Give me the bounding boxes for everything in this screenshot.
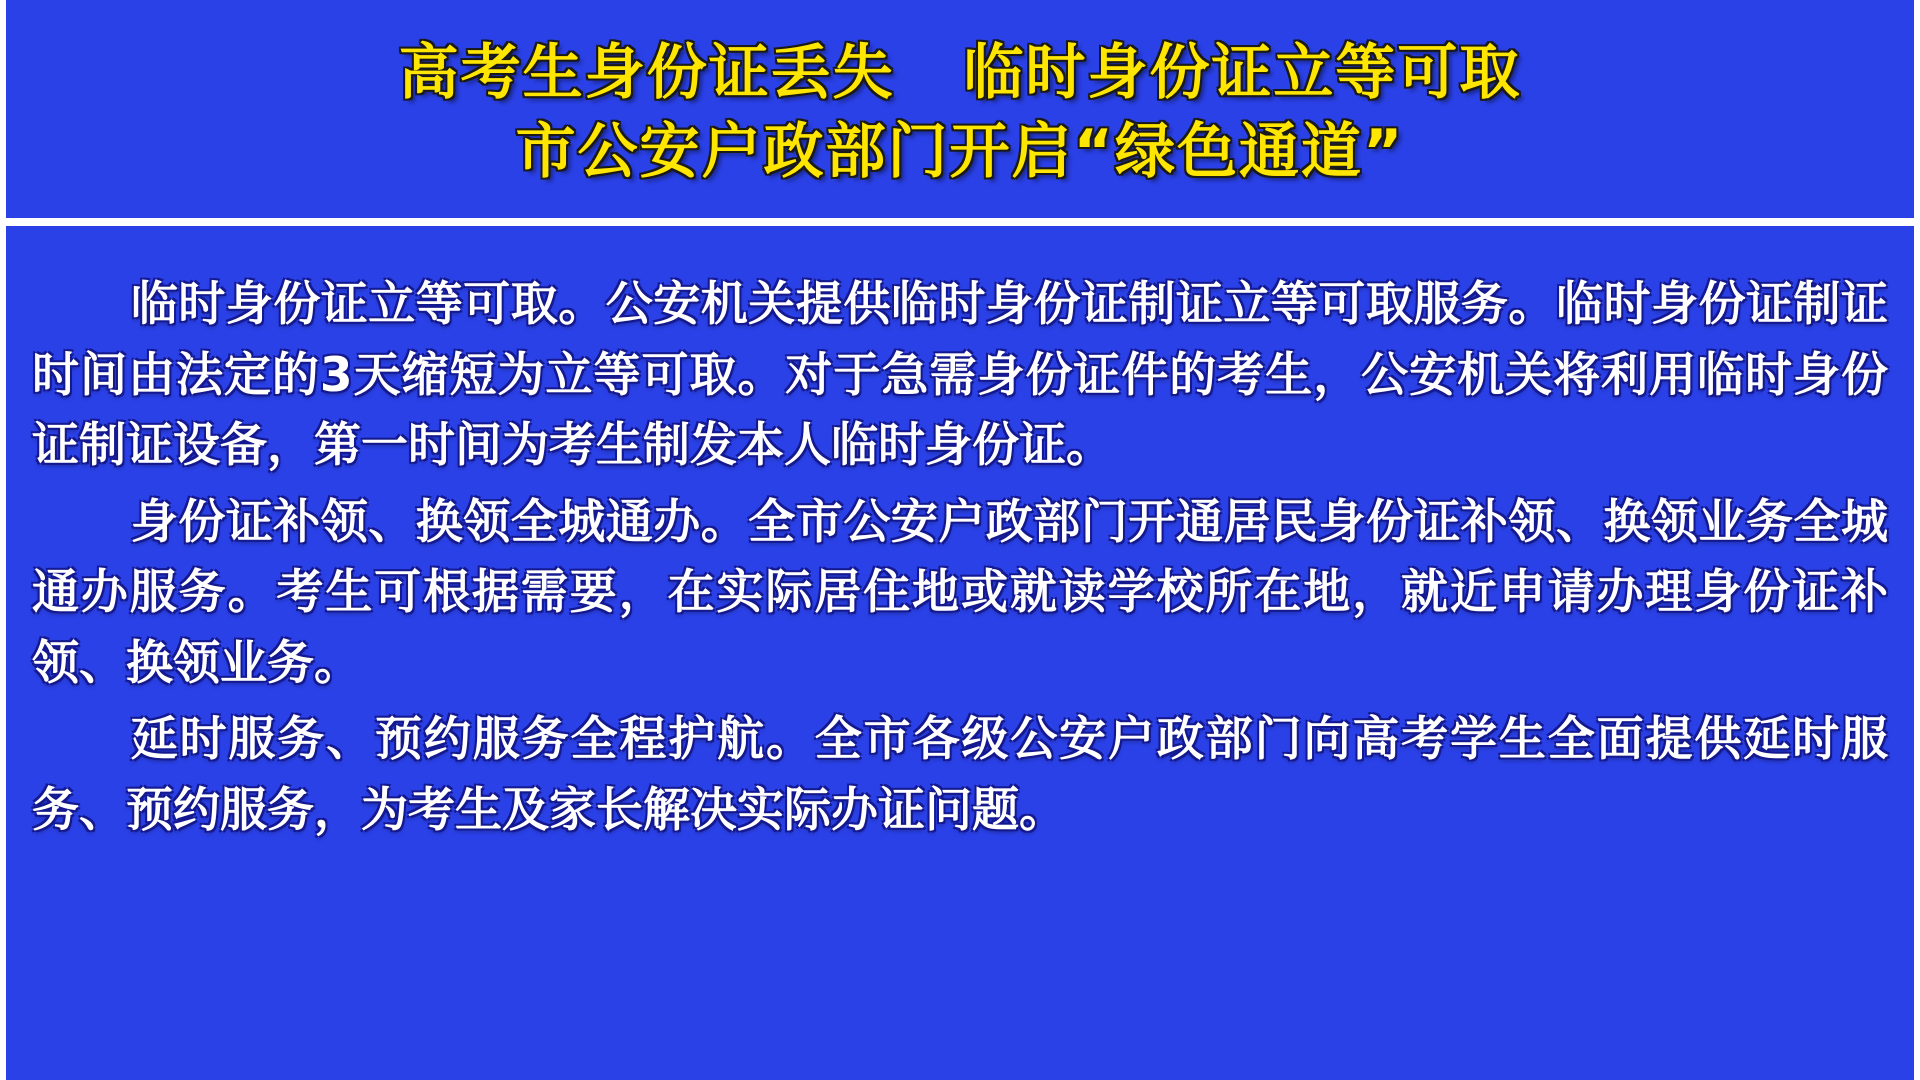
banner-divider: [6, 218, 1914, 226]
body-paragraph-3: 延时服务、预约服务全程护航。全市各级公安户政部门向高考学生全面提供延时服务、预约服务，为考生及家长解决实际办证问题。: [32, 712, 1888, 838]
headline-banner: [6, 0, 1914, 218]
body-paragraph-1: 临时身份证立等可取。公安机关提供临时身份证制证立等可取服务。临时身份证制证时间由法定的3天缩短为立等可取。对于急需身份证件的考生，公安机关将利用临时身份证制证设备，第一时间为考生制发本人临时身份证。: [32, 277, 1888, 474]
right-margin-rail: [1914, 0, 1920, 1080]
headline-line-1: 高考生身份证丢失 临时身份证立等可取: [398, 38, 1522, 108]
headline-line-2: 市公安户政部门开启“绿色通道”: [515, 117, 1405, 188]
body-content: [6, 226, 1914, 1080]
body-paragraph-2: 身份证补领、换领全城通办。全市公安户政部门开通居民身份证补领、换领业务全城通办服务。考生可根据需要，在实际居住地或就读学校所在地，就近申请办理身份证补领、换领业务。: [32, 494, 1888, 691]
